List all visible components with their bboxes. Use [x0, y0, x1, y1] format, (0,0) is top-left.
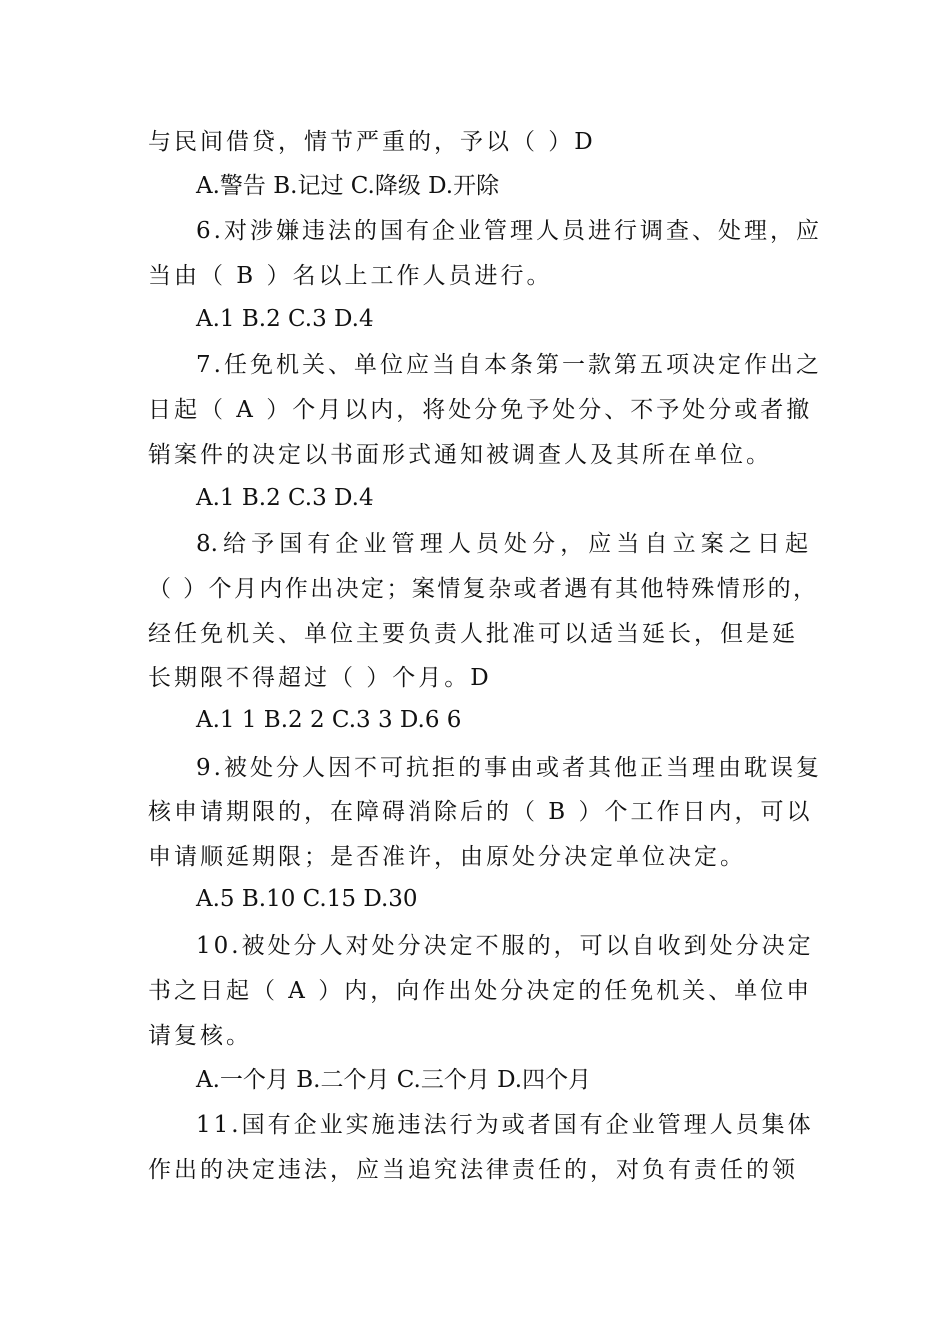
answer-options: A.一个月 B.二个月 C.三个月 D.四个月	[196, 1067, 592, 1093]
answer-options: A.1 B.2 C.3 D.4	[196, 485, 374, 511]
text-line: 申请顺延期限；是否准许，由原处分决定单位决定。	[148, 844, 746, 870]
question-11-text: 11.国有企业实施违法行为或者国有企业管理人员集体	[196, 1112, 814, 1138]
answer-options: A.1 1 B.2 2 C.3 3 D.6 6	[196, 707, 462, 733]
text-line: 销案件的决定以书面形式通知被调查人及其所在单位。	[148, 442, 772, 468]
text-line: 日起（ A ）个月以内，将处分免予处分、不予处分或者撤	[148, 397, 813, 423]
answer-options: A.5 B.10 C.15 D.30	[196, 886, 418, 912]
question-9-text: 9.被处分人因不可抗拒的事由或者其他正当理由耽误复	[196, 755, 822, 781]
question-6-text: 6.对涉嫌违法的国有企业管理人员进行调查、处理，应	[196, 218, 822, 244]
text-line: 长期限不得超过（ ）个月。D	[148, 665, 492, 691]
answer-options: A.1 B.2 C.3 D.4	[196, 306, 374, 332]
text-line: 请复核。	[148, 1023, 252, 1049]
text-line: 经任免机关、单位主要负责人批准可以适当延长，但是延	[148, 621, 798, 647]
text-line: 作出的决定违法，应当追究法律责任的，对负有责任的领	[148, 1157, 798, 1183]
question-10-text: 10.被处分人对处分决定不服的，可以自收到处分决定	[196, 933, 814, 959]
question-8-text: 8.给予国有企业管理人员处分，应当自立案之日起	[196, 531, 808, 557]
question-7-text: 7.任免机关、单位应当自本条第一款第五项决定作出之	[196, 352, 822, 378]
text-line: 核申请期限的，在障碍消除后的（ B ）个工作日内，可以	[148, 799, 813, 825]
text-line: 与民间借贷，情节严重的，予以（ ）D	[148, 129, 596, 155]
text-line: 书之日起（ A ）内，向作出处分决定的任免机关、单位申	[148, 978, 813, 1004]
answer-options: A.警告 B.记过 C.降级 D.开除	[196, 173, 500, 199]
text-line: （ ）个月内作出决定；案情复杂或者遇有其他特殊情形的，	[148, 576, 816, 602]
text-line: 当由（ B ）名以上工作人员进行。	[148, 263, 553, 289]
